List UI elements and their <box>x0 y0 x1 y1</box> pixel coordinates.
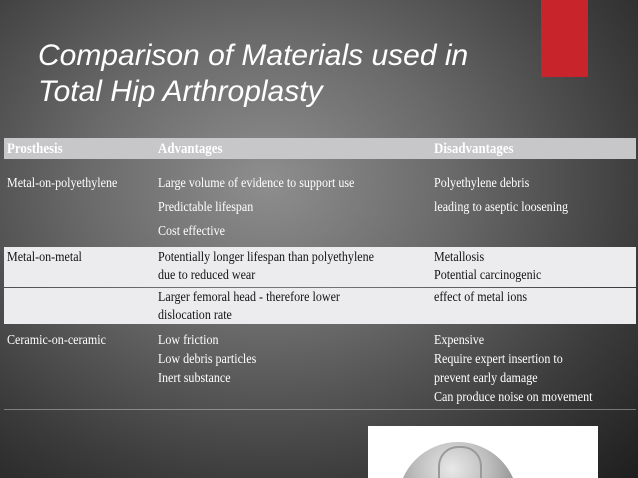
hip-implant-image <box>368 426 598 478</box>
title-line-2: Total Hip Arthroplasty <box>38 75 323 108</box>
row3-disadvantage-2: Require expert insertion to <box>434 352 563 367</box>
row2-advantage-4: dislocation rate <box>158 308 232 323</box>
row2-disadvantage-2: Potential carcinogenic <box>434 268 542 283</box>
header-disadvantages: Disadvantages <box>434 141 514 157</box>
row2-advantage-3: Larger femoral head - therefore lower <box>158 290 340 305</box>
slide-title <box>38 38 558 110</box>
table-header-row <box>4 138 636 159</box>
row1-disadvantage-1: Polyethylene debris <box>434 176 530 191</box>
row3-advantage-2: Low debris particles <box>158 352 257 367</box>
row3-disadvantage-3: prevent early damage <box>434 371 538 386</box>
row3-prosthesis: Ceramic-on-ceramic <box>7 333 106 348</box>
row1-prosthesis: Metal-on-polyethylene <box>7 176 118 191</box>
row1-disadvantage-2: leading to aseptic loosening <box>434 200 569 215</box>
row2-advantage-1: Potentially longer lifespan than polyethylene <box>158 250 375 265</box>
title-line-1: Comparison of Materials used in <box>38 39 469 72</box>
header-advantages: Advantages <box>158 141 223 157</box>
header-prosthesis: Prosthesis <box>7 141 63 157</box>
row1-advantage-2: Predictable lifespan <box>158 200 254 215</box>
row1-advantage-1: Large volume of evidence to support use <box>158 176 355 191</box>
row2-disadvantage-3: effect of metal ions <box>434 290 528 305</box>
cup-groove-shape <box>438 446 482 478</box>
row2-advantage-2: due to reduced wear <box>158 268 256 283</box>
row3-disadvantage-1: Expensive <box>434 333 485 348</box>
row1-advantage-3: Cost effective <box>158 224 225 239</box>
row3-advantage-3: Inert substance <box>158 371 231 386</box>
row3-advantage-1: Low friction <box>158 333 219 348</box>
row3-disadvantage-4: Can produce noise on movement <box>434 390 593 405</box>
table-bottom-rule <box>4 409 636 410</box>
row2-disadvantage-1: Metallosis <box>434 250 485 265</box>
row2-prosthesis: Metal-on-metal <box>7 250 82 265</box>
